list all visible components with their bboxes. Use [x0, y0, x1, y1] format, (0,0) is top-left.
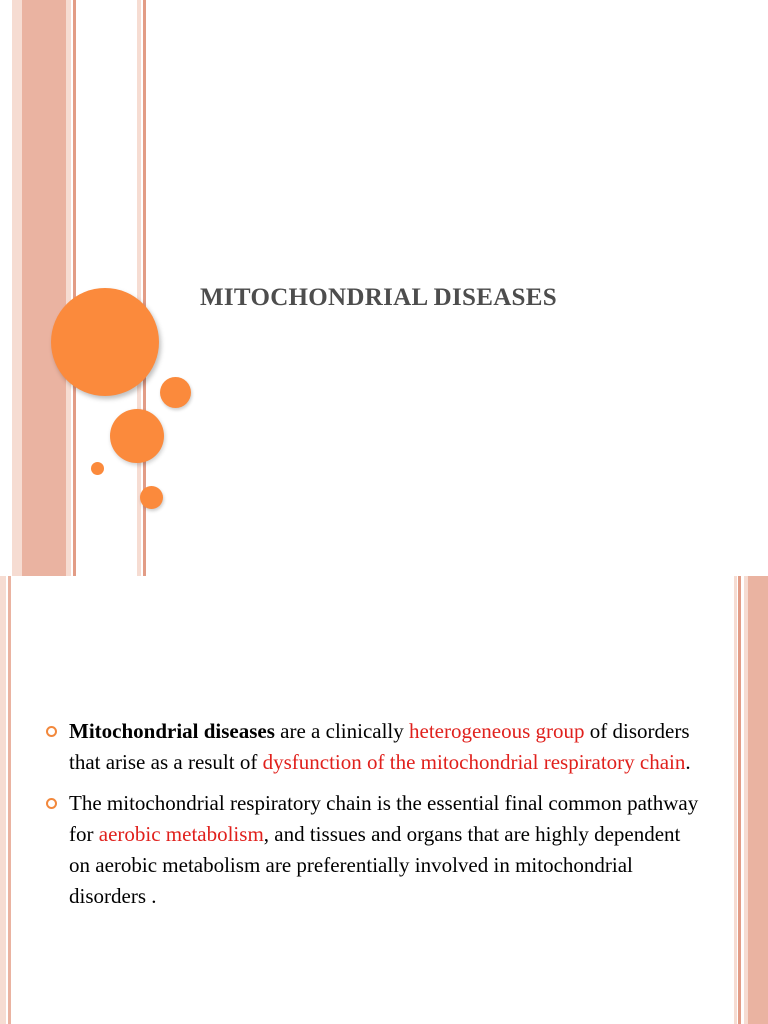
hollow-circle-bullet-icon [46, 726, 57, 737]
right-stripe-thin [734, 576, 737, 1024]
bullet-list [42, 716, 702, 922]
left-stripe-thin [66, 0, 71, 576]
bullet-text-run: are a clinically [274, 719, 410, 743]
bullet-text-run: The mitochondrial respiratory chain is the essential final common pathway for [69, 791, 699, 846]
bullet-text-run: heterogeneous group [409, 719, 585, 743]
bullet-text-run: , and tissues and organs that are highly dependent on aerobic metabolism are preferentially involved in mitochondrial disorders . [69, 822, 681, 908]
large-orange-circle [51, 288, 159, 396]
hollow-circle-bullet-icon [46, 798, 57, 809]
tiny-orange-circle [91, 462, 104, 475]
top-left-stripe-light [0, 576, 6, 1024]
bullet-text-run: . [685, 750, 691, 774]
left-stripe-light [12, 0, 22, 576]
slide-title: MITOCHONDRIAL DISEASES [200, 284, 557, 311]
bullet-item [42, 716, 702, 778]
left-stripe-main [22, 0, 66, 576]
medium-orange-circle [110, 409, 164, 463]
right-stripe-main [748, 576, 768, 1024]
bullet-text-run: dysfunction of the mitochondrial respiratory chain [262, 750, 686, 774]
left-stripe-thin-2 [137, 0, 141, 576]
small-orange-circle-right [160, 377, 191, 408]
content-slide [0, 576, 768, 1024]
bullet-item [42, 788, 702, 912]
bullet-text-run: aerobic metabolism [98, 822, 264, 846]
small-orange-circle-bottom [140, 486, 163, 509]
left-stripe-accent [73, 0, 76, 576]
top-left-stripe-accent [8, 576, 11, 1024]
bullet-text-run: Mitochondrial diseases [69, 719, 275, 743]
right-stripe-accent [738, 576, 741, 1024]
bullet-text-run: of disorders that arise as a result of [69, 719, 690, 774]
